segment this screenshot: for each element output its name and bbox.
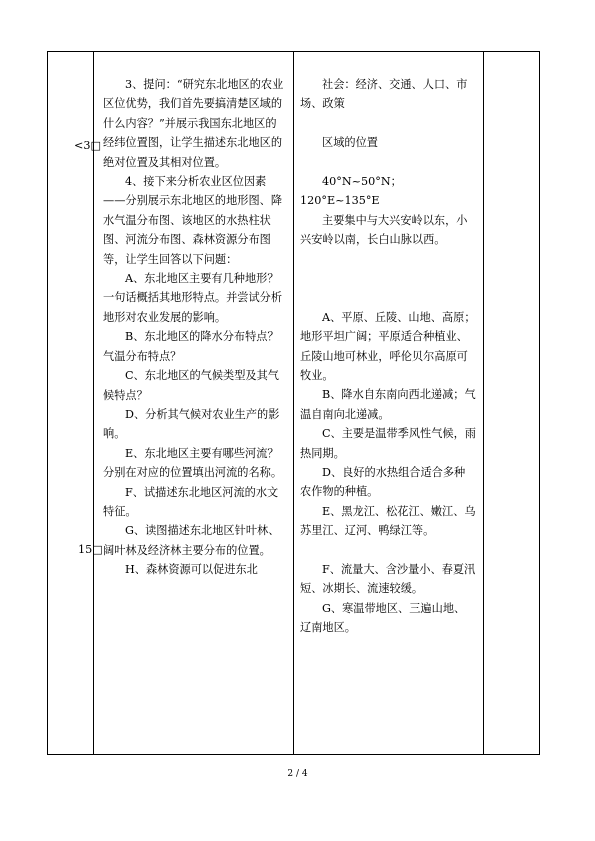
activity-item: B、东北地区的降水分布特点？气温分布特点？ xyxy=(103,330,279,363)
activity-item: D、分析其气候对农业生产的影响。 xyxy=(103,407,280,441)
activity-item: G、读图描述东北地区针叶林、阔叶林及经济林主要分布的位置。 xyxy=(103,524,280,557)
activity-item: A、东北地区主要有几种地形？一句话概括其地形特点。并尝试分析地形对农业发展的影响。 xyxy=(103,272,283,324)
activity-item: C、东北地区的气候类型及其气候特点？ xyxy=(103,369,279,402)
response-item: G、寒温带地区、三遍山地、辽南地区。 xyxy=(300,601,466,635)
activity-item: E、东北地区主要有哪些河流？分别在对应的位置填出河流的名称。 xyxy=(103,446,283,480)
activity-item: H、森林资源可以促进东北 xyxy=(125,563,258,577)
response-item: D、良好的水热组合适合多种农作物的种植。 xyxy=(300,466,466,499)
lesson-table xyxy=(47,51,540,755)
time-mark: <3□ xyxy=(74,139,102,152)
column-divider xyxy=(93,52,94,754)
response-item: E、黑龙江、松花江、嫩江、乌苏里江、辽河、鸭绿江等。 xyxy=(300,504,476,538)
response-item: F、流量大、含沙量小、春夏汛短、冰期长、流速较缓。 xyxy=(300,563,476,596)
response-item: 主要集中与大兴安岭以东，小兴安岭以南，长白山脉以西。 xyxy=(300,213,468,247)
student-responses xyxy=(300,75,476,638)
activity-item: 4、接下来分析农业区位因素——分别展示东北地区的地形图、降水气温分布图、该地区的水热柱状图、河流分布图、森林资源分布图等，让学生回答以下问题： xyxy=(103,175,283,266)
response-item: C、主要是温带季风性气候，雨热同期。 xyxy=(300,427,476,460)
column-divider xyxy=(483,52,484,754)
activity-item: 3、提问：“研究东北地区的农业区位优势，我们首先要搞清楚区域的什么内容？”并展示我国东北地区的经纬位置图，让学生描述东北地区的绝对位置及其相对位置。 xyxy=(103,78,284,169)
response-item: 社会：经济、交通、人口、市场、政策 xyxy=(300,78,468,111)
teaching-activities xyxy=(103,75,285,580)
response-item: 40°N~50°N；120°E~135°E xyxy=(300,175,402,208)
response-item: 区域的位置 xyxy=(322,136,378,150)
column-divider xyxy=(293,52,294,754)
activity-item: F、试描述东北地区河流的水文特征。 xyxy=(103,485,279,518)
response-item: B、降水自东南向西北递减；气温自南向北递减。 xyxy=(300,388,476,421)
page-number: 2 / 4 xyxy=(287,769,308,779)
response-item: A、平原、丘陵、山地、高原；地形平坦广阔；平原适合种植业、丘陵山地可林业，呼伦贝尔高原可牧业。 xyxy=(300,310,476,383)
time-mark: 15□ xyxy=(78,543,103,556)
